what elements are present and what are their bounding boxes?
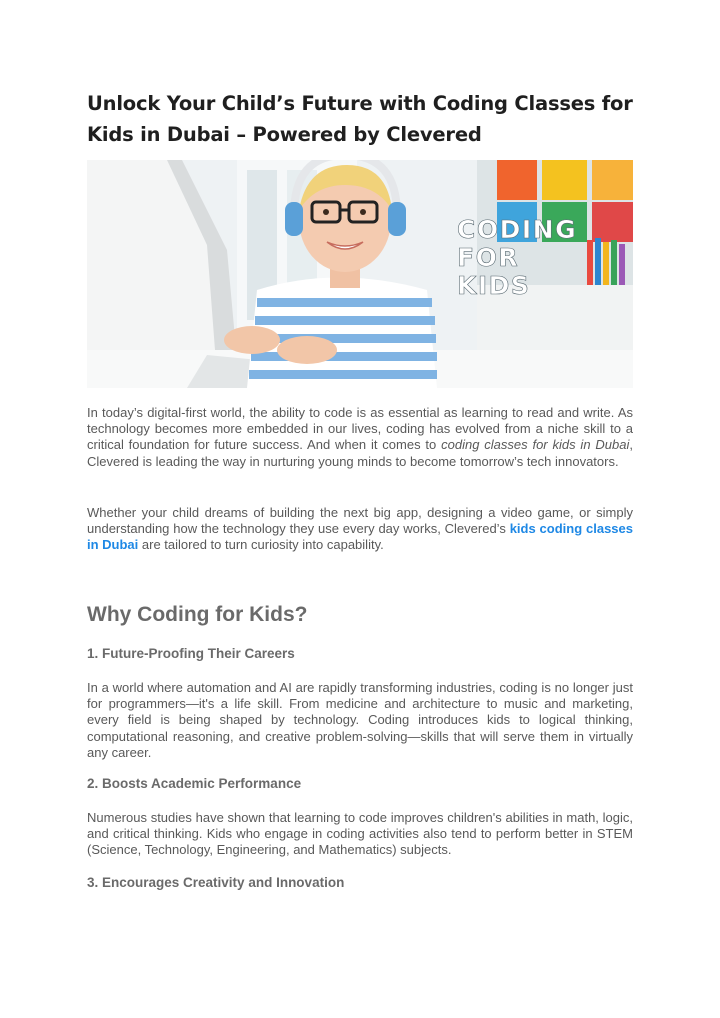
hero-image	[87, 160, 633, 388]
overlay-line-coding: CODING	[457, 215, 578, 244]
item-heading-3: 3. Encourages Creativity and Innovation	[87, 875, 345, 890]
section-heading: Why Coding for Kids?	[87, 603, 308, 626]
intro-text-2: , Clevered is leading the way in nurturing young minds to become tomorrow’s tech innovators.	[87, 437, 633, 469]
item-body-1: In a world where automation and AI are rapidly transforming industries, coding is no longer just for programmers—it's a life skill. From medicine and architecture to music and marketing, every field is being shaped by technology. Coding introduces kids to logical thinking, computational reasoning, and creative problem-solving—skills that will serve them in virtually any career.	[87, 680, 633, 760]
intro-text-1: In today’s digital-first world, the ability to code is as essential as learning to read and write. As technology becomes more embedded in our lives, coding has evolved from a niche skill to a critical foundation for future success. And when it comes to	[87, 405, 633, 453]
item-heading-1: 1. Future-Proofing Their Careers	[87, 646, 295, 661]
para2-text-2: are tailored to turn curiosity into capability.	[138, 537, 384, 553]
item-heading-2: 2. Boosts Academic Performance	[87, 776, 302, 791]
coding-for-kids-overlay	[87, 160, 633, 388]
item-body-2: Numerous studies have shown that learning to code improves children's abilities in math, logic, and critical thinking. Kids who engage in coding activities also tend to perform better in STEM (Science, Technology, Engineering, and Mathematics) subjects.	[87, 810, 633, 858]
intro-italic: coding classes for kids in Dubai	[441, 437, 630, 453]
overlay-line-kids: KIDS	[457, 271, 531, 300]
intro-paragraph	[87, 405, 633, 470]
para2-text-1: Whether your child dreams of building the next big app, designing a video game, or simply understanding how the technology they use every day works, Clevered’s	[87, 505, 633, 537]
overlay-line-for: FOR	[457, 243, 520, 272]
kids-coding-classes-link[interactable]: kids coding classes in Dubai	[87, 521, 633, 553]
page-title: Unlock Your Child’s Future with Coding Classes for Kids in Dubai – Powered by Clevered	[87, 92, 633, 146]
curiosity-paragraph	[87, 505, 633, 554]
